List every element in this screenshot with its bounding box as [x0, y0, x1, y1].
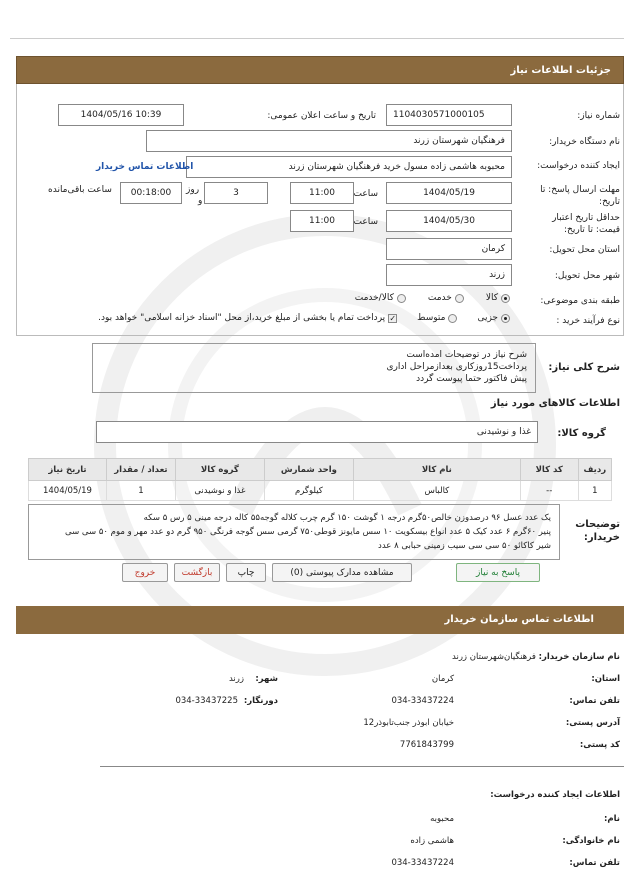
contact-postal-value: 7761843799	[399, 740, 454, 750]
col-name: نام کالا	[353, 459, 520, 481]
process-option-medium[interactable]: متوسط	[417, 313, 457, 323]
goods-table-header	[29, 459, 612, 481]
contact-address-value: خیابان ابوذر جنب‌تابوذر12	[363, 718, 454, 728]
attachments-button[interactable]: مشاهده مدارک پیوستی (0)	[272, 563, 412, 582]
creator-family-label: نام خانوادگی:	[562, 836, 620, 846]
contact-phone-label: تلفن تماس:	[569, 696, 620, 706]
creator-field[interactable]: محبوبه هاشمی زاده مسول خرید فرهنگیان شهرستان زرند	[186, 156, 512, 178]
buyer-notes-line: یک عدد عسل ۹۶ درصدوزن خالص۵۰گرم درجه ۱ گوشت ۱۵۰ گرم چرب کلاله گوجه۵۵ کاله درجه مینی ۵ رس ۵ سکه	[143, 513, 551, 523]
goods-group-label: گروه کالا:	[557, 428, 606, 439]
radio-icon[interactable]	[397, 294, 406, 303]
process-label: نوع فرآیند خرید :	[556, 316, 620, 326]
radio-icon[interactable]	[448, 314, 457, 323]
contact-fax-label: دورنگار:	[243, 696, 278, 706]
buyer-notes-line: پنیر ۶۰گرم ۶ عدد کیک ۵ عدد انواع بیسکویت ۱۰ سس مایونز قوطی۷۵۰ گرمی سس گوجه فرنگی ۹۵۰ گرم دو عدد مهر و موم ۵۰ سی سی	[65, 527, 551, 537]
province-field[interactable]: کرمان	[386, 238, 512, 260]
radio-icon[interactable]	[501, 314, 510, 323]
category-option-goods[interactable]: کالا	[486, 293, 510, 303]
contact-divider	[100, 766, 624, 767]
cell-unit: کیلوگرم	[264, 481, 353, 501]
remaining-label: ساعت باقی‌مانده	[48, 185, 112, 195]
process-option-minor[interactable]: جزیی	[477, 313, 510, 323]
creator-family-value: هاشمی زاده	[410, 836, 454, 846]
description-line: شرح نیاز در توضیحات امده‌است	[406, 350, 527, 360]
description-label: شرح کلی نیاز:	[548, 362, 620, 373]
creator-info-title: اطلاعات ایجاد کننده درخواست:	[490, 790, 620, 800]
col-row: ردیف	[578, 459, 611, 481]
days-label: روز	[186, 185, 200, 195]
goods-table	[28, 458, 612, 501]
contact-province-value: کرمان	[431, 674, 454, 684]
buyer-field[interactable]: فرهنگیان شهرستان زرند	[146, 130, 512, 152]
description-box[interactable]	[92, 343, 536, 393]
exit-button[interactable]: خروج	[122, 563, 168, 582]
deadline-time-field[interactable]: 11:00	[290, 182, 354, 204]
category-option-service[interactable]: خدمت	[428, 293, 464, 303]
cell-date: 1404/05/19	[29, 481, 107, 501]
province-label: استان محل تحویل:	[549, 245, 620, 255]
col-qty: تعداد / مقدار	[106, 459, 175, 481]
cell-code: --	[520, 481, 578, 501]
city-field[interactable]: زرند	[386, 264, 512, 286]
cell-row: 1	[578, 481, 611, 501]
col-date: تاریخ نیاز	[29, 459, 107, 481]
print-button[interactable]: چاپ	[226, 563, 266, 582]
cell-name: کالباس	[353, 481, 520, 501]
back-button[interactable]: بازگشت	[174, 563, 220, 582]
contact-address-label: آدرس پستی:	[565, 718, 620, 728]
buyer-notes-box[interactable]	[28, 504, 560, 560]
contact-province-label: استان:	[591, 674, 620, 684]
col-unit: واحد شمارش	[264, 459, 353, 481]
creator-phone-label: تلفن تماس:	[569, 858, 620, 868]
contact-section-title: اطلاعات تماس سازمان خریدار	[16, 606, 624, 634]
creator-label: ایجاد کننده درخواست:	[537, 161, 620, 171]
col-group: گروه کالا	[175, 459, 264, 481]
page-title: جزئیات اطلاعات نیاز	[16, 56, 624, 84]
creator-name-value: محبوبه	[430, 814, 454, 824]
contact-city-value: زرند	[228, 674, 244, 684]
table-row[interactable]	[29, 481, 612, 501]
buyer-contact-link[interactable]: اطلاعات تماس خریدار	[96, 162, 194, 172]
category-label: طبقه بندی موضوعی:	[540, 296, 620, 306]
contact-org: نام سازمان خریدار: فرهنگیان‌شهرستان زرند	[452, 652, 620, 662]
contact-fax-value: 034-33437225	[175, 696, 238, 706]
validity-time-field[interactable]: 11:00	[290, 210, 354, 232]
days-field[interactable]: 3	[204, 182, 268, 204]
deadline-time-label: ساعت	[353, 189, 378, 199]
deadline-label: مهلت ارسال پاسخ: تا تاریخ:	[540, 185, 620, 207]
contact-phone-value: 034-33437224	[391, 696, 454, 706]
cell-group: غذا و نوشیدنی	[175, 481, 264, 501]
need-number-field[interactable]: 1104030571000105	[386, 104, 512, 126]
and-label: و	[198, 196, 203, 206]
announce-label: تاریخ و ساعت اعلان عمومی:	[267, 111, 376, 121]
city-label: شهر محل تحویل:	[554, 271, 620, 281]
goods-section-title: اطلاعات کالاهای مورد نیاز	[490, 398, 620, 409]
reply-button[interactable]: پاسخ به نیاز	[456, 563, 540, 582]
description-line: پرداخت15روزکاری بعدازمراحل اداری	[386, 362, 527, 372]
buyer-label: نام دستگاه خریدار:	[549, 137, 620, 147]
buyer-notes-label: توضیحات خریدار:	[575, 519, 620, 543]
goods-group-field[interactable]: غذا و نوشیدنی	[96, 421, 538, 443]
cell-qty: 1	[106, 481, 175, 501]
radio-icon[interactable]	[455, 294, 464, 303]
validity-label: حداقل تاریخ اعتبار قیمت: تا تاریخ:	[552, 213, 620, 235]
validity-date-field[interactable]: 1404/05/30	[386, 210, 512, 232]
category-radio-group	[355, 293, 510, 303]
announce-field[interactable]: 1404/05/16 10:39	[58, 104, 184, 126]
creator-name-label: نام:	[603, 814, 620, 824]
buyer-notes-line: شیر کاکائو ۵۰ سی سی سیب زمینی حبابی ۸ عدد	[378, 541, 551, 551]
top-divider	[10, 38, 624, 39]
category-option-both[interactable]: کالا/خدمت	[355, 293, 406, 303]
radio-icon[interactable]	[501, 294, 510, 303]
checkbox-icon[interactable]: ✓	[389, 313, 397, 323]
validity-time-label: ساعت	[353, 217, 378, 227]
creator-phone-value: 034-33437224	[391, 858, 454, 868]
process-radio-group	[98, 313, 510, 323]
contact-postal-label: کد پستی:	[579, 740, 620, 750]
description-line: پیش فاکتور حتما پیوست گردد	[416, 374, 527, 384]
treasury-payment-checkbox[interactable]: ✓ پرداخت تمام یا بخشی از مبلغ خرید،از محل "اسناد خزانه اسلامی" خواهد بود.	[98, 313, 397, 323]
contact-city-label: شهر:	[255, 674, 278, 684]
remaining-time-field[interactable]: 00:18:00	[120, 182, 182, 204]
col-code: کد کالا	[520, 459, 578, 481]
need-number-label: شماره نیاز:	[577, 111, 620, 121]
deadline-date-field[interactable]: 1404/05/19	[386, 182, 512, 204]
